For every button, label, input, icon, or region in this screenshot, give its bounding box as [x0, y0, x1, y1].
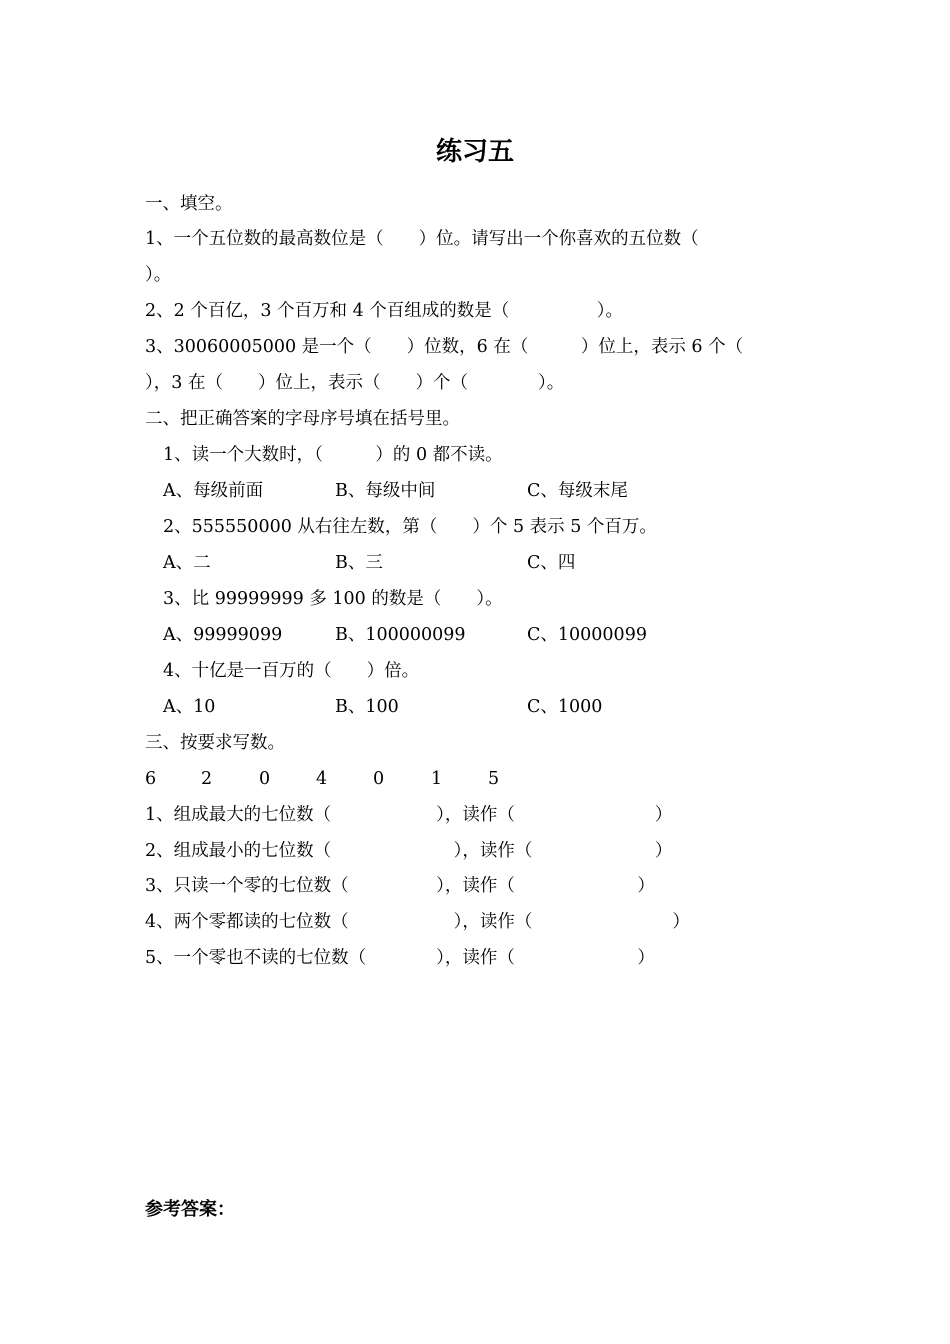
- s3-item-2: 2、组成最小的七位数（ ），读作（ ）: [145, 841, 673, 861]
- s1-question-3-line1: 3、30060005000 是一个（ ）位数，6 在（ ）位上，表示 6 个（: [145, 337, 744, 357]
- s2-q1-option-b: B、每级中间: [335, 481, 436, 501]
- s3-item-3: 3、只读一个零的七位数（ ），读作（ ）: [145, 876, 655, 896]
- s2-q2-option-c: C、四: [527, 553, 576, 573]
- digit-card: 6: [145, 769, 157, 789]
- s2-q1-option-c: C、每级末尾: [527, 481, 628, 501]
- s3-item-1: 1、组成最大的七位数（ ），读作（ ）: [145, 805, 673, 825]
- s1-question-2: 2、2 个百亿，3 个百万和 4 个百组成的数是（ ）。: [145, 301, 624, 321]
- digit-card: 0: [373, 769, 385, 789]
- s1-question-1-line2: ）。: [145, 265, 172, 285]
- page-title: 练习五: [435, 137, 514, 167]
- s3-item-4: 4、两个零都读的七位数（ ），读作（ ）: [145, 912, 690, 932]
- digit-card: 4: [316, 769, 328, 789]
- answer-heading: 参考答案：: [145, 1199, 235, 1220]
- section3-heading: 三、按要求写数。: [145, 733, 285, 753]
- s2-question-1-stem: 1、读一个大数时，（ ）的 0 都不读。: [163, 445, 503, 465]
- s2-q2-option-a: A、二: [163, 553, 211, 573]
- s3-item-5: 5、一个零也不读的七位数（ ），读作（ ）: [145, 948, 655, 968]
- s2-q2-option-b: B、三: [335, 553, 383, 573]
- digit-card: 5: [488, 769, 500, 789]
- s2-q3-option-c: C、10000099: [527, 625, 647, 645]
- s2-q4-option-c: C、1000: [527, 697, 603, 717]
- s2-q4-option-b: B、100: [335, 697, 399, 717]
- s2-question-4-stem: 4、十亿是一百万的（ ）倍。: [163, 661, 420, 681]
- s2-q3-option-b: B、100000099: [335, 625, 466, 645]
- digit-card: 1: [431, 769, 443, 789]
- section2-heading: 二、把正确答案的字母序号填在括号里。: [145, 409, 460, 429]
- digit-card: 2: [201, 769, 213, 789]
- s1-question-3-line2: ），3 在（ ）位上，表示（ ）个（ ）。: [145, 373, 565, 393]
- section1-heading: 一、填空。: [145, 194, 233, 214]
- s2-q1-option-a: A、每级前面: [163, 481, 264, 501]
- digit-card: 0: [259, 769, 271, 789]
- s1-question-1-line1: 1、一个五位数的最高数位是（ ）位。请写出一个你喜欢的五位数（: [145, 229, 699, 249]
- s2-q4-option-a: A、10: [163, 697, 216, 717]
- s2-question-3-stem: 3、比 99999999 多 100 的数是（ ）。: [163, 589, 503, 609]
- s2-q3-option-a: A、99999099: [163, 625, 283, 645]
- s2-question-2-stem: 2、555550000 从右往左数，第（ ）个 5 表示 5 个百万。: [163, 517, 657, 537]
